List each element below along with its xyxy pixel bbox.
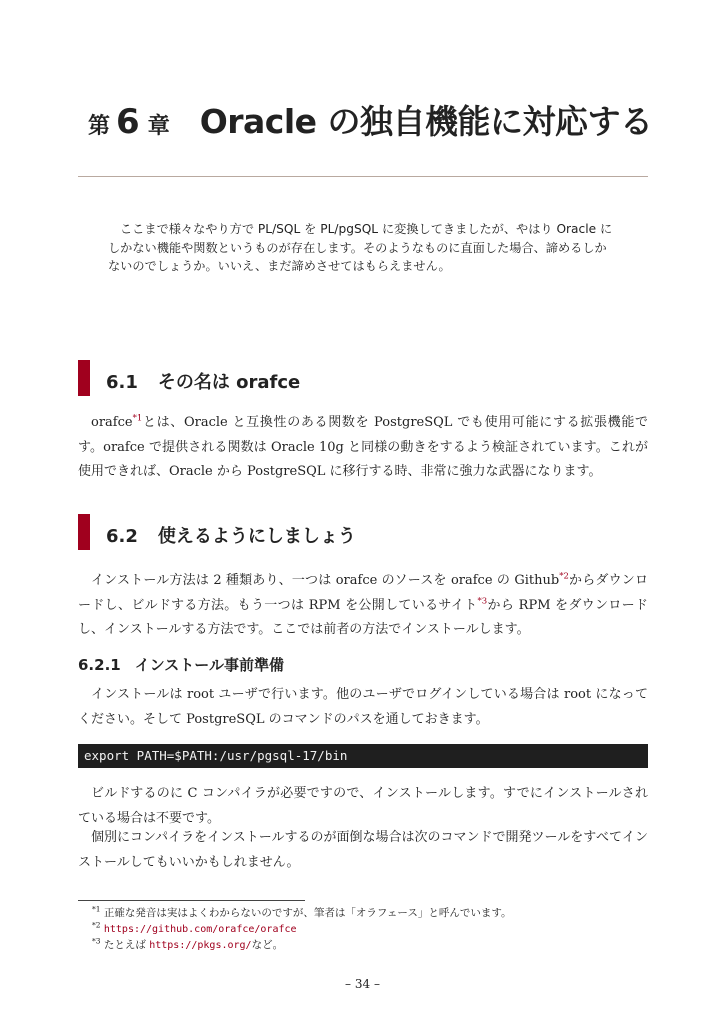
subsection-paragraph-2: ビルドするのに C コンパイラが必要ですので、インストールします。すでにインストールされている場合は不要です。 <box>78 786 648 826</box>
footnote-divider <box>78 900 305 901</box>
subsection-number: 6.2.1 <box>78 656 121 674</box>
section-marker <box>78 360 90 396</box>
section-title: 使えるようにしましょう <box>157 526 356 547</box>
footnote-2: $^{*2}$ https://github.com/orafce/orafce <box>92 920 297 935</box>
subsection-paragraph-3: 個別にコンパイラをインストールするのが面倒な場合は次のコマンドで開発ツールをすべてインストールしてもいいかもしれません。 <box>78 830 648 870</box>
chapter-number: 6 <box>116 102 140 142</box>
subsection-6-2-1-heading <box>78 654 284 675</box>
chapter-divider <box>78 176 648 177</box>
chapter-heading <box>88 96 653 143</box>
footnote-ref-3[interactable]: *3 <box>477 596 488 607</box>
chapter-title: Oracle の独自機能に対応する <box>199 102 653 141</box>
footnote-3: $^{*3}$ たとえば https://pkgs.org/など。 <box>92 936 284 951</box>
section-marker <box>78 514 90 550</box>
footnote-ref-2[interactable]: *2 <box>559 571 569 582</box>
section-6-1-paragraph: orafce$^{*1}$とは、Oracle と互換性のある関数を PostgreSQL でも使用可能にする拡張機能です。orafce で提供される関数は Oracle 10g と同様の動きをするよう検証されています。これが使用できれば、Oracle から PostgreSQL に移行する時、非常に強力な武器になります。 <box>78 413 648 479</box>
code-block[interactable]: export PATH=$PATH:/usr/pgsql-17/bin <box>78 744 648 768</box>
section-number: 6.1 <box>106 372 138 393</box>
footnote-link[interactable]: https://pkgs.org/ <box>149 940 252 951</box>
section-title: その名は orafce <box>157 372 301 393</box>
footnote-ref-1[interactable]: *1 <box>132 413 143 424</box>
page-number: – 34 – <box>345 977 380 991</box>
chapter-intro: ここまで様々なやり方で PL/SQL を PL/pgSQL に変換してきましたが、やはり Oracle にしかない機能や関数というものが存在します。そのようなものに直面した場合、諦めるしかないのでしょうか。いいえ、まだ諦めさせてはもらえません。 <box>108 222 613 273</box>
footnote-link[interactable]: https://github.com/orafce/orafce <box>103 924 297 935</box>
subsection-paragraph-1: インストールは root ユーザで行います。他のユーザでログインしている場合は root になってください。そして PostgreSQL のコマンドのパスを通しておきます。 <box>78 687 648 727</box>
chapter-suffix: 章 <box>147 114 170 139</box>
subsection-title: インストール事前準備 <box>134 656 284 674</box>
footnote-1: $^{*1}$ 正確な発音は実はよくわからないのですが、筆者は「オラフェース」と呼んでいます。 <box>92 904 512 919</box>
section-number: 6.2 <box>106 526 138 547</box>
section-6-2-paragraph: インストール方法は 2 種類あり、一つは orafce のソースを orafce の Github$^{*2}$からダウンロードし、ビルドする方法。もう一つは RPM を公開しているサイト$^{*3}$から RPM をダウンロードし、インストールする方法です。ここでは前者の方法でインストールします。 <box>78 571 648 637</box>
chapter-prefix: 第 <box>88 114 111 139</box>
section-6-2-heading <box>78 514 658 550</box>
section-6-1-heading <box>78 360 658 396</box>
